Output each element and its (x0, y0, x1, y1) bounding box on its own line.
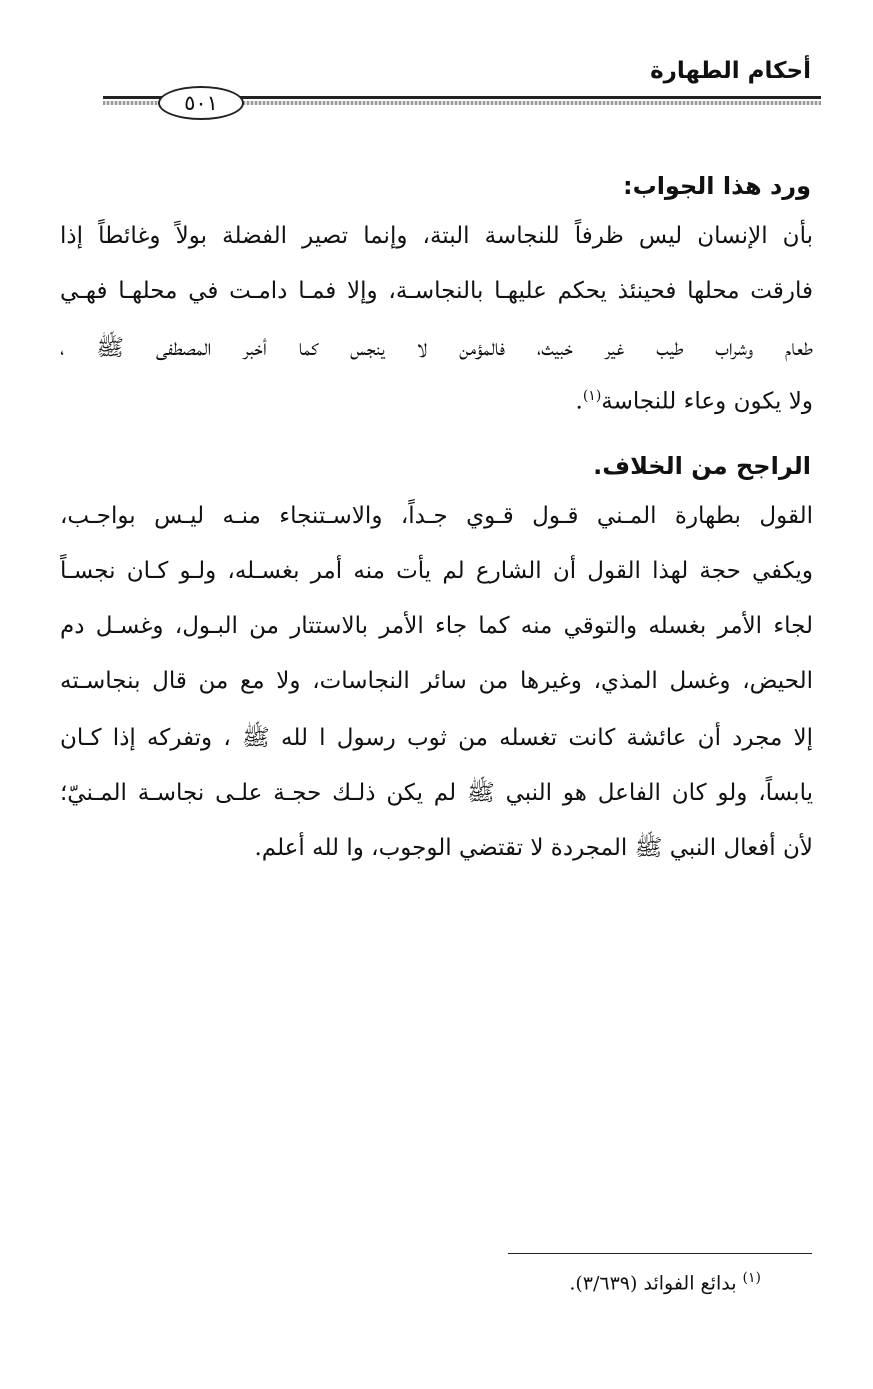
paragraph-line: إلا مجرد أن عائشة كانت تغسله من ثوب رسول ا لله ﷺ ، وتفركه إذا كـان (60, 725, 813, 751)
paragraph-line: طعام وشراب طيب غير خبيث، فالمؤمن لا ينجس كما أخبر المصطفى ﷺ ، (60, 335, 813, 361)
footnote-separator (508, 1253, 812, 1254)
answer-heading: ورد هذا الجواب: (622, 172, 811, 200)
paragraph-line: لجاء الأمر بغسله والتوقي منه كما جاء الأمر بالاستتار من البـول، وغسـل دم (60, 613, 813, 639)
paragraph-line-last (60, 388, 813, 415)
preferred-opinion-heading: الراجح من الخلاف. (593, 452, 811, 480)
sentence-end: . (575, 388, 583, 415)
running-header-title: أحكام الطهارة (650, 58, 811, 84)
paragraph-line: ويكفي حجة لهذا القول أن الشارع لم يأت منه أمر بغسـله، ولـو كـان نجسـاً (60, 558, 813, 584)
paragraph-line-last: لأن أفعال النبي ﷺ المجردة لا تقتضي الوجوب، وا لله أعلم. (254, 835, 813, 861)
paragraph-line: فارقت محلها فحينئذ يحكم عليهـا بالنجاسـة، وإلا فمـا دامـت في محلهـا فهـي (60, 278, 813, 304)
paragraph-line: بأن الإنسان ليس ظرفاً للنجاسة البتة، وإنما تصير الفضلة بولاً وغائطاً إذا (60, 223, 813, 249)
page-number: ٥٠١ (158, 86, 244, 120)
footnote-number: (١) (742, 1270, 761, 1286)
footnote-text: بدائع الفوائد (٣/٦٣٩). (569, 1272, 737, 1295)
paragraph-line: القول بطهارة المـني قـول قـوي جـداً، والاسـتنجاء منـه ليـس بواجـب، (60, 503, 813, 529)
paragraph-line: يابساً، ولو كان الفاعل هو النبي ﷺ لم يكن ذلـك حجـة علـى نجاسـة المـنيّ؛ (60, 780, 813, 806)
paragraph-line-text: ولا يكون وعاء للنجاسة (601, 388, 813, 415)
paragraph-line: الحيض، وغسل المذي، وغيرها من سائر النجاسات، ولا مع من قال بنجاسـته (60, 668, 813, 694)
footnote (569, 1270, 761, 1294)
footnote-marker: (١) (582, 388, 602, 404)
